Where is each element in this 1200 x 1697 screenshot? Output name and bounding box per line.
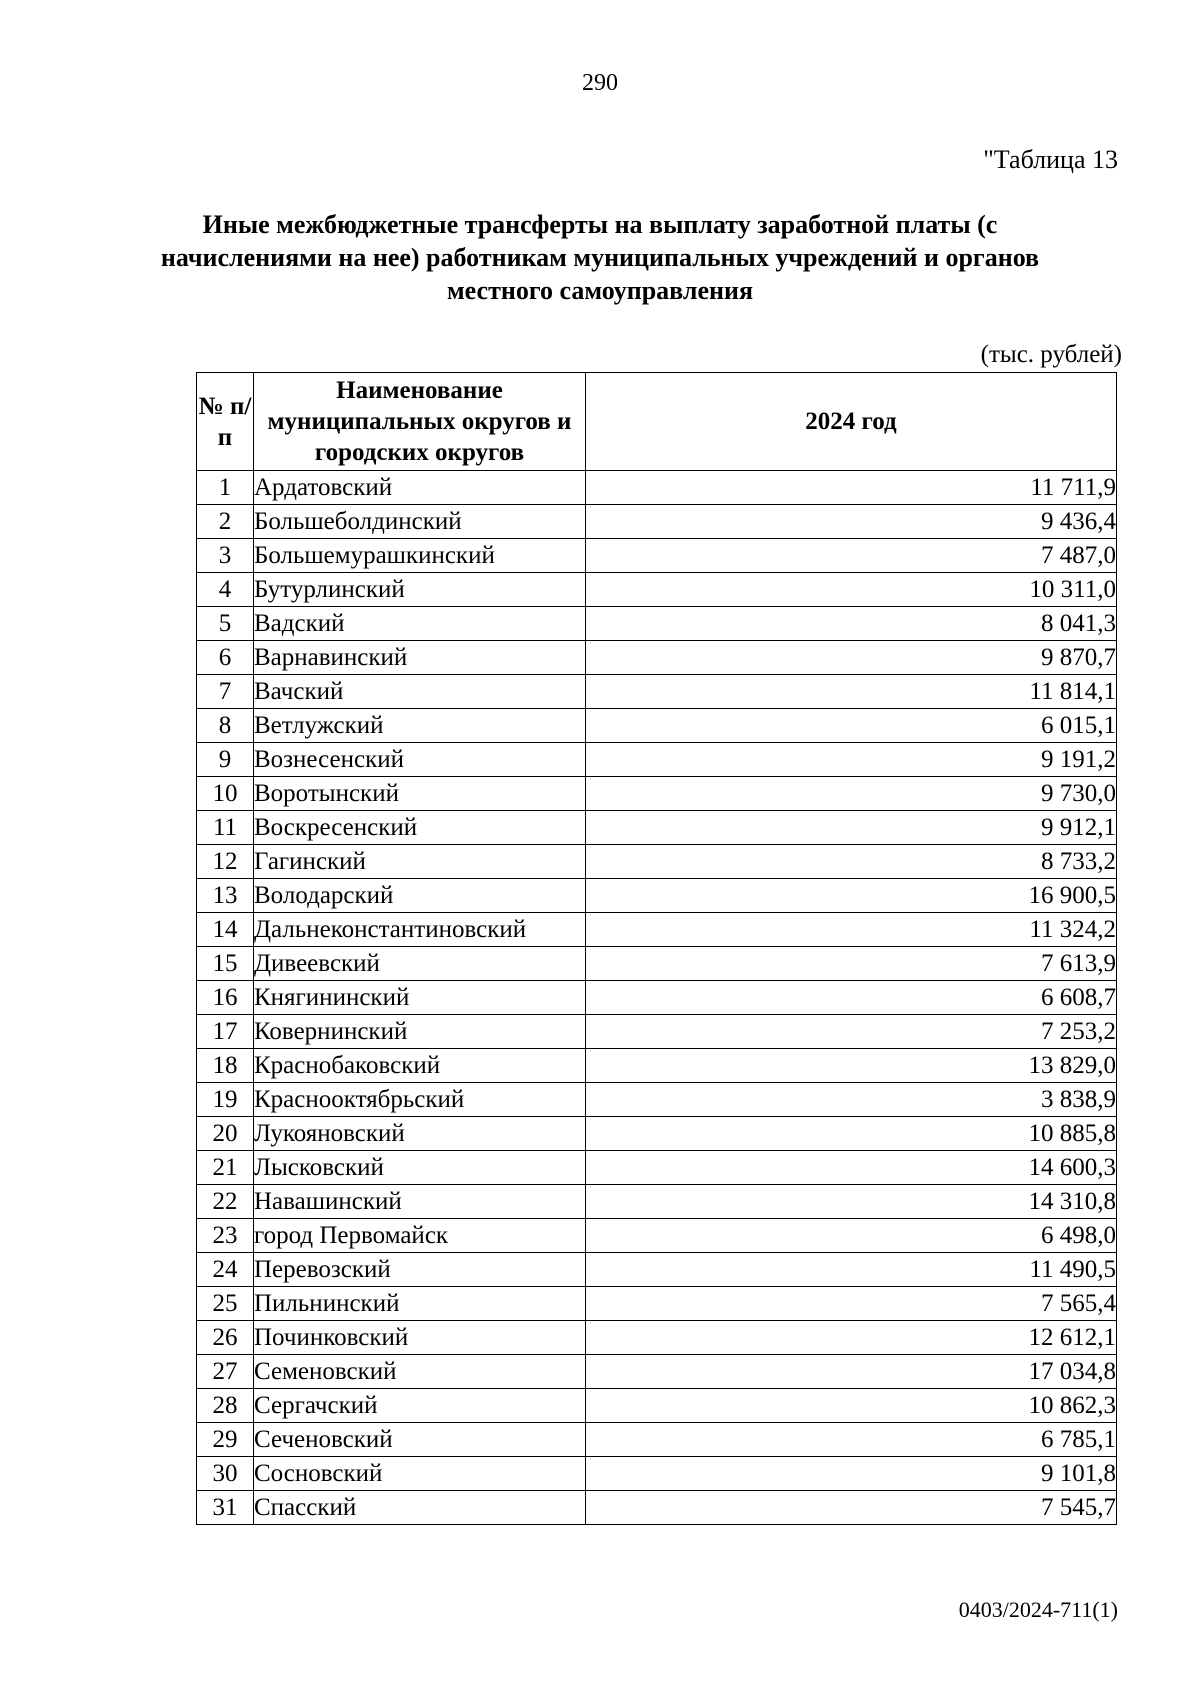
header-num: № п/п bbox=[197, 373, 254, 471]
row-number: 24 bbox=[197, 1253, 254, 1287]
municipality-name: Княгининский bbox=[254, 981, 586, 1015]
transfer-value: 14 310,8 bbox=[586, 1185, 1117, 1219]
row-number: 12 bbox=[197, 845, 254, 879]
table-row bbox=[197, 981, 1117, 1015]
municipality-name: Ковернинский bbox=[254, 1015, 586, 1049]
row-number: 30 bbox=[197, 1457, 254, 1491]
table-body bbox=[197, 471, 1117, 1525]
transfer-value: 7 565,4 bbox=[586, 1287, 1117, 1321]
row-number: 26 bbox=[197, 1321, 254, 1355]
transfer-value: 8 041,3 bbox=[586, 607, 1117, 641]
table-header-row bbox=[197, 373, 1117, 471]
row-number: 29 bbox=[197, 1423, 254, 1457]
municipality-name: Вадский bbox=[254, 607, 586, 641]
header-name: Наименование муниципальных округов и городских округов bbox=[254, 373, 586, 471]
table-row bbox=[197, 573, 1117, 607]
municipality-name: Ардатовский bbox=[254, 471, 586, 505]
table-row bbox=[197, 1355, 1117, 1389]
row-number: 6 bbox=[197, 641, 254, 675]
row-number: 15 bbox=[197, 947, 254, 981]
municipality-name: Володарский bbox=[254, 879, 586, 913]
transfer-value: 8 733,2 bbox=[586, 845, 1117, 879]
transfer-value: 11 490,5 bbox=[586, 1253, 1117, 1287]
municipality-name: Сергачский bbox=[254, 1389, 586, 1423]
transfer-value: 9 870,7 bbox=[586, 641, 1117, 675]
transfer-value: 9 436,4 bbox=[586, 505, 1117, 539]
row-number: 25 bbox=[197, 1287, 254, 1321]
municipality-name: Бутурлинский bbox=[254, 573, 586, 607]
table-row bbox=[197, 641, 1117, 675]
table-row bbox=[197, 1083, 1117, 1117]
row-number: 22 bbox=[197, 1185, 254, 1219]
table-row bbox=[197, 1015, 1117, 1049]
transfer-value: 11 324,2 bbox=[586, 913, 1117, 947]
row-number: 7 bbox=[197, 675, 254, 709]
table-row bbox=[197, 709, 1117, 743]
row-number: 16 bbox=[197, 981, 254, 1015]
row-number: 17 bbox=[197, 1015, 254, 1049]
transfer-value: 3 838,9 bbox=[586, 1083, 1117, 1117]
row-number: 11 bbox=[197, 811, 254, 845]
table-row bbox=[197, 1423, 1117, 1457]
transfer-value: 14 600,3 bbox=[586, 1151, 1117, 1185]
table-row bbox=[197, 913, 1117, 947]
transfer-value: 6 608,7 bbox=[586, 981, 1117, 1015]
municipality-name: Воротынский bbox=[254, 777, 586, 811]
municipality-name: Сосновский bbox=[254, 1457, 586, 1491]
municipality-name: Лукояновский bbox=[254, 1117, 586, 1151]
transfer-value: 6 015,1 bbox=[586, 709, 1117, 743]
municipality-name: Семеновский bbox=[254, 1355, 586, 1389]
table-row bbox=[197, 811, 1117, 845]
transfer-value: 6 498,0 bbox=[586, 1219, 1117, 1253]
row-number: 28 bbox=[197, 1389, 254, 1423]
row-number: 19 bbox=[197, 1083, 254, 1117]
table-row bbox=[197, 607, 1117, 641]
transfer-value: 10 885,8 bbox=[586, 1117, 1117, 1151]
table-label: "Таблица 13 bbox=[983, 145, 1118, 174]
table-row bbox=[197, 1457, 1117, 1491]
municipality-name: Вачский bbox=[254, 675, 586, 709]
row-number: 5 bbox=[197, 607, 254, 641]
municipality-name: Вознесенский bbox=[254, 743, 586, 777]
row-number: 31 bbox=[197, 1491, 254, 1525]
row-number: 3 bbox=[197, 539, 254, 573]
transfer-value: 11 711,9 bbox=[586, 471, 1117, 505]
row-number: 23 bbox=[197, 1219, 254, 1253]
municipality-name: город Первомайск bbox=[254, 1219, 586, 1253]
row-number: 9 bbox=[197, 743, 254, 777]
municipality-name: Пильнинский bbox=[254, 1287, 586, 1321]
table-row bbox=[197, 1491, 1117, 1525]
transfer-value: 16 900,5 bbox=[586, 879, 1117, 913]
row-number: 4 bbox=[197, 573, 254, 607]
table-row bbox=[197, 1049, 1117, 1083]
municipality-name: Дивеевский bbox=[254, 947, 586, 981]
municipality-name: Спасский bbox=[254, 1491, 586, 1525]
transfer-value: 17 034,8 bbox=[586, 1355, 1117, 1389]
transfer-value: 13 829,0 bbox=[586, 1049, 1117, 1083]
table-row bbox=[197, 675, 1117, 709]
municipality-name: Ветлужский bbox=[254, 709, 586, 743]
header-year: 2024 год bbox=[586, 373, 1117, 471]
municipality-name: Краснобаковский bbox=[254, 1049, 586, 1083]
row-number: 14 bbox=[197, 913, 254, 947]
document-code: 0403/2024-711(1) bbox=[958, 1597, 1118, 1622]
transfer-value: 10 311,0 bbox=[586, 573, 1117, 607]
row-number: 10 bbox=[197, 777, 254, 811]
table-row bbox=[197, 1151, 1117, 1185]
row-number: 13 bbox=[197, 879, 254, 913]
table-row bbox=[197, 777, 1117, 811]
municipality-name: Краснооктябрьский bbox=[254, 1083, 586, 1117]
table-row bbox=[197, 1389, 1117, 1423]
transfer-value: 7 613,9 bbox=[586, 947, 1117, 981]
table-row bbox=[197, 471, 1117, 505]
municipality-name: Перевозский bbox=[254, 1253, 586, 1287]
municipality-name: Лысковский bbox=[254, 1151, 586, 1185]
table-row bbox=[197, 1219, 1117, 1253]
transfer-value: 9 912,1 bbox=[586, 811, 1117, 845]
transfer-value: 9 191,2 bbox=[586, 743, 1117, 777]
municipality-name: Большеболдинский bbox=[254, 505, 586, 539]
table-row bbox=[197, 1185, 1117, 1219]
table-row bbox=[197, 1117, 1117, 1151]
transfer-value: 9 101,8 bbox=[586, 1457, 1117, 1491]
row-number: 1 bbox=[197, 471, 254, 505]
municipality-name: Сеченовский bbox=[254, 1423, 586, 1457]
row-number: 21 bbox=[197, 1151, 254, 1185]
transfer-value: 9 730,0 bbox=[586, 777, 1117, 811]
table-row bbox=[197, 743, 1117, 777]
table-row bbox=[197, 879, 1117, 913]
transfers-table bbox=[196, 372, 1117, 1525]
table-row bbox=[197, 845, 1117, 879]
table-row bbox=[197, 539, 1117, 573]
row-number: 18 bbox=[197, 1049, 254, 1083]
municipality-name: Большемурашкинский bbox=[254, 539, 586, 573]
table-row bbox=[197, 947, 1117, 981]
transfer-value: 10 862,3 bbox=[586, 1389, 1117, 1423]
transfer-value: 11 814,1 bbox=[586, 675, 1117, 709]
page-number: 290 bbox=[582, 70, 618, 96]
units-label: (тыс. рублей) bbox=[980, 341, 1122, 368]
transfer-value: 7 487,0 bbox=[586, 539, 1117, 573]
row-number: 8 bbox=[197, 709, 254, 743]
document-title: Иные межбюджетные трансферты на выплату заработной платы (с начислениями на нее) работникам муниципальных учреждений и органов местного самоуправления bbox=[160, 210, 1040, 305]
table-row bbox=[197, 505, 1117, 539]
municipality-name: Воскресенский bbox=[254, 811, 586, 845]
transfer-value: 7 545,7 bbox=[586, 1491, 1117, 1525]
municipality-name: Дальнеконстантиновский bbox=[254, 913, 586, 947]
table-row bbox=[197, 1287, 1117, 1321]
municipality-name: Гагинский bbox=[254, 845, 586, 879]
municipality-name: Навашинский bbox=[254, 1185, 586, 1219]
row-number: 2 bbox=[197, 505, 254, 539]
row-number: 20 bbox=[197, 1117, 254, 1151]
municipality-name: Варнавинский bbox=[254, 641, 586, 675]
transfer-value: 12 612,1 bbox=[586, 1321, 1117, 1355]
transfer-value: 7 253,2 bbox=[586, 1015, 1117, 1049]
table-row bbox=[197, 1253, 1117, 1287]
table-row bbox=[197, 1321, 1117, 1355]
row-number: 27 bbox=[197, 1355, 254, 1389]
transfer-value: 6 785,1 bbox=[586, 1423, 1117, 1457]
municipality-name: Починковский bbox=[254, 1321, 586, 1355]
